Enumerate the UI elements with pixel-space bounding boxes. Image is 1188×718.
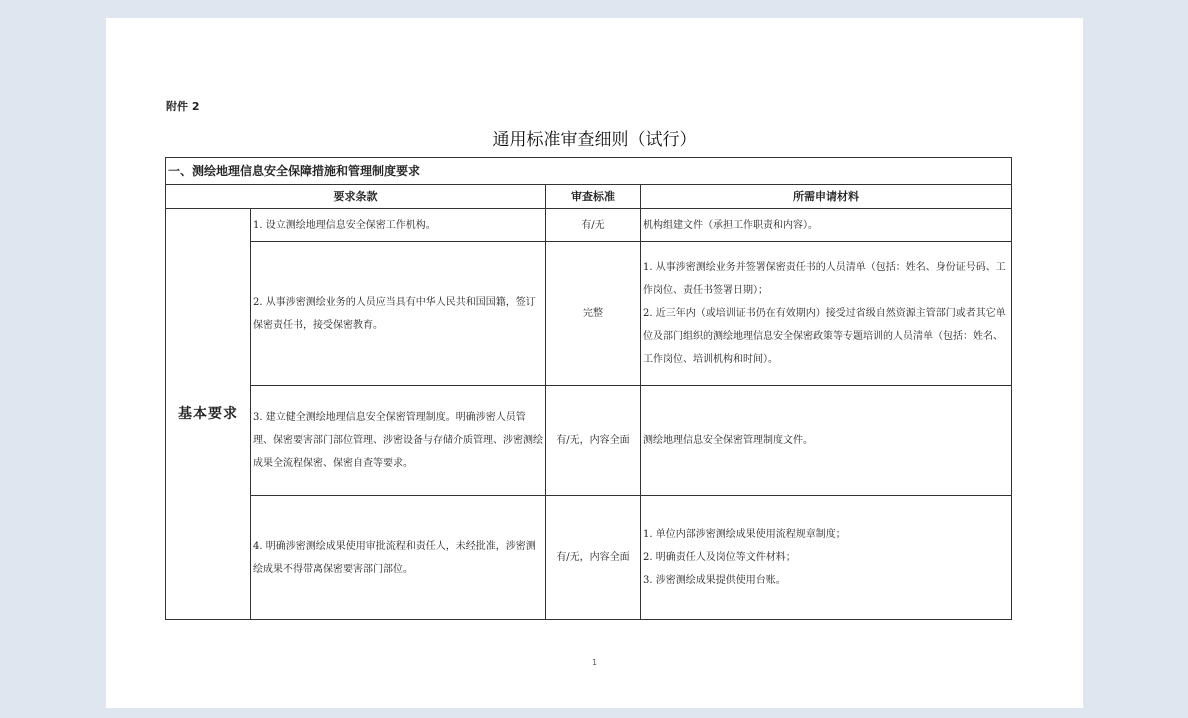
table-row — [166, 242, 1012, 386]
table-row — [166, 496, 1012, 620]
review-rules-table — [165, 157, 1012, 620]
materials-item: 测绘地理信息安全保密管理制度文件。 — [643, 435, 813, 446]
standard-cell: 有/无，内容全面 — [546, 496, 641, 620]
table-row — [166, 209, 1012, 242]
header-standard: 审查标准 — [546, 185, 641, 209]
group-label-basic-requirements: 基本要求 — [166, 209, 251, 620]
clause-cell: 4. 明确涉密测绘成果使用审批流程和责任人，未经批准，涉密测绘成果不得带离保密要害部门部位。 — [251, 496, 546, 620]
table-row — [166, 386, 1012, 496]
document-title: 通用标准审查细则（试行） — [492, 130, 697, 150]
materials-cell — [641, 386, 1012, 496]
materials-cell — [641, 209, 1012, 242]
section-title: 一、测绘地理信息安全保障措施和管理制度要求 — [166, 158, 1012, 185]
standard-cell: 有/无，内容全面 — [546, 386, 641, 496]
materials-item: 2. 明确责任人及岗位等文件材料； — [643, 552, 796, 563]
materials-item: 机构组建文件（承担工作职责和内容）。 — [643, 219, 818, 231]
standard-cell: 有/无 — [546, 209, 641, 242]
clause-cell: 3. 建立健全测绘地理信息安全保密管理制度。明确涉密人员管理、保密要害部门部位管理、涉密设备与存储介质管理、涉密测绘成果全流程保密、保密自查等要求。 — [251, 386, 546, 496]
header-materials: 所需申请材料 — [641, 185, 1012, 209]
materials-cell — [641, 496, 1012, 620]
header-clause: 要求条款 — [166, 185, 546, 209]
materials-cell — [641, 242, 1012, 386]
page-number: 1 — [591, 658, 598, 667]
clause-cell: 2. 从事涉密测绘业务的人员应当具有中华人民共和国国籍，签订保密责任书，接受保密教育。 — [251, 242, 546, 386]
materials-item: 2. 近三年内（或培训证书仍在有效期内）接受过省级自然资源主管部门或者其它单位及部门组织的测绘地理信息安全保密政策等专题培训的人员清单（包括：姓名、工作岗位、培训机构和时间）。 — [643, 308, 1006, 365]
materials-item: 1. 从事涉密测绘业务并签署保密责任书的人员清单（包括：姓名、身份证号码、工作岗位、责任书签署日期）； — [643, 262, 1006, 296]
standard-cell: 完整 — [546, 242, 641, 386]
clause-cell: 1. 设立测绘地理信息安全保密工作机构。 — [251, 209, 546, 242]
attachment-label: 附件 2 — [166, 100, 200, 113]
document-page — [106, 18, 1083, 708]
materials-item: 3. 涉密测绘成果提供使用台账。 — [643, 575, 786, 586]
materials-item: 1. 单位内部涉密测绘成果使用流程规章制度； — [643, 529, 846, 540]
